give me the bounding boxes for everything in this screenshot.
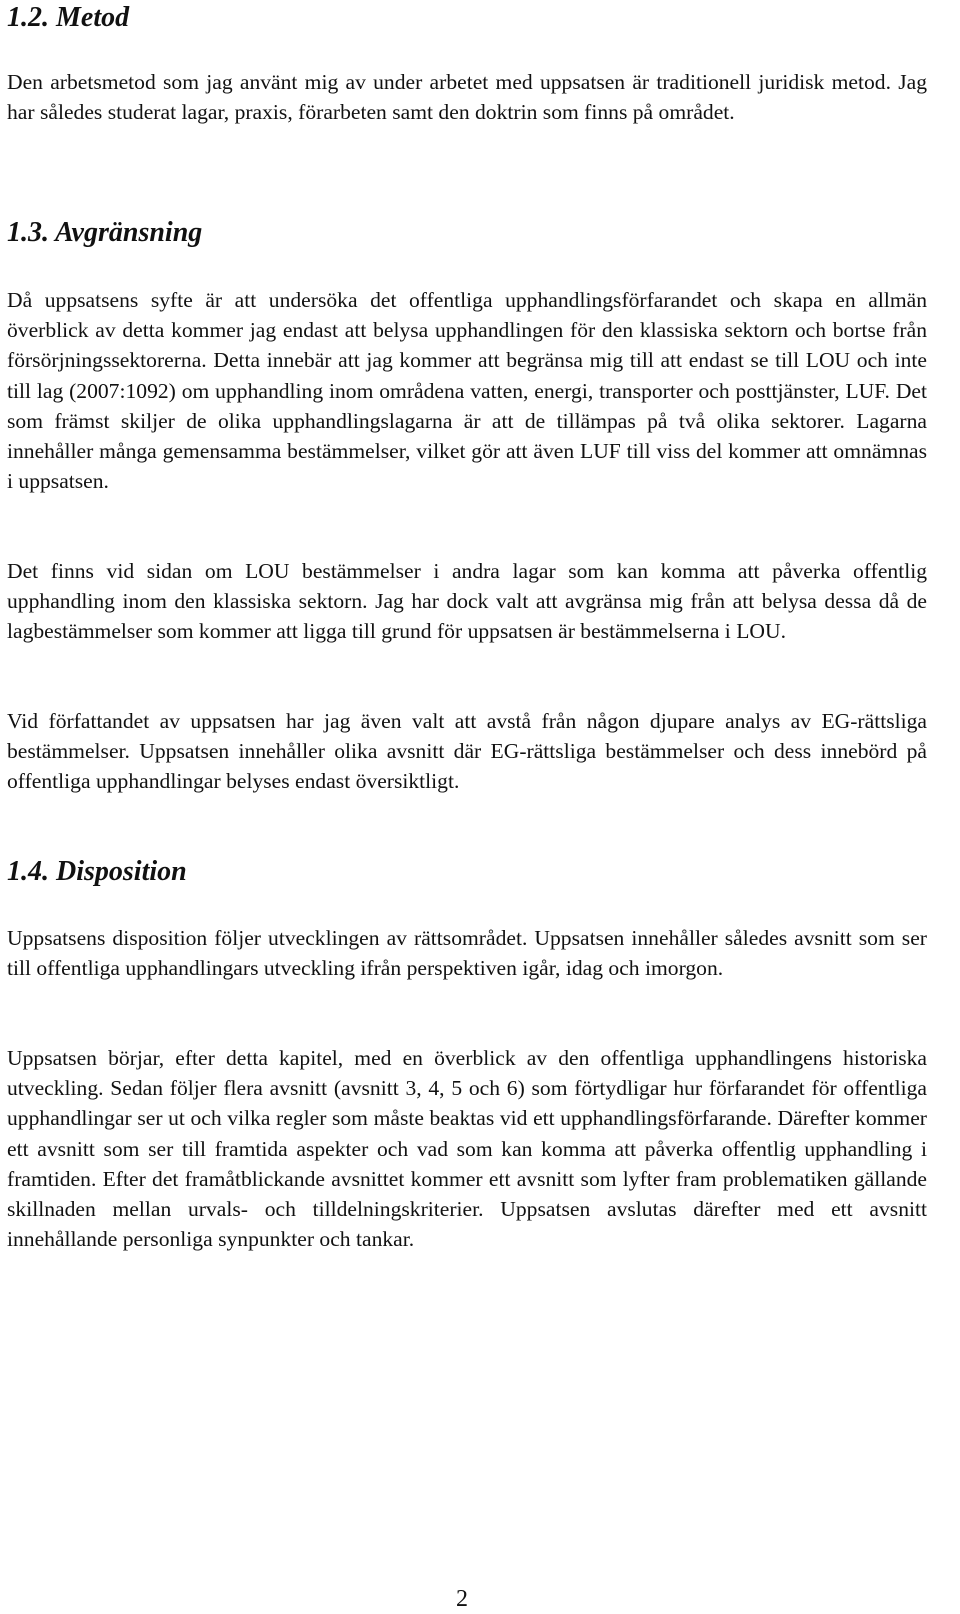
paragraph-disposition-1: Uppsatsens disposition följer utvecklingen av rättsområdet. Uppsatsen innehåller således avsnitt som ser till offentliga upphandlingars utveckling ifrån perspektiven igår, idag och imorgon. xyxy=(7,926,927,981)
section-heading-avgransning: 1.3. Avgränsning xyxy=(7,217,203,248)
paragraph-avgransning-3: Vid författandet av uppsatsen har jag även valt att avstå från någon djupare analys av EG-rättsliga bestämmelser. Uppsatsen innehåller olika avsnitt där EG-rättsliga bestämmelser och dess innebörd på offentliga upphandlingar belyses endast översiktligt. xyxy=(7,709,927,794)
section-heading-disposition: 1.4. Disposition xyxy=(7,856,187,887)
section-heading-metod: 1.2. Metod xyxy=(7,2,130,33)
paragraph-avgransning-2: Det finns vid sidan om LOU bestämmelser i andra lagar som kan komma att påverka offentlig upphandling inom den klassiska sektorn. Jag har dock valt att avgränsa mig från att belysa dessa då de lagbestämmelser som kommer att ligga till grund för uppsatsen är bestämmelserna i LOU. xyxy=(7,559,927,644)
paragraph-disposition-2: Uppsatsen börjar, efter detta kapitel, med en överblick av den offentliga upphandlingens historiska utveckling. Sedan följer flera avsnitt (avsnitt 3, 4, 5 och 6) som förtydligar hur förfarandet för offentliga upphandlingar ser ut och vilka regler som måste beaktas vid ett upphandlingsförfarande. Därefter kommer ett avsnitt som ser till framtida aspekter och vad som kan komma att påverka offentlig upphandling i framtiden. Efter det framåtblickande avsnittet kommer ett avsnitt som lyfter fram problematiken gällande skillnaden mellan urvals- och tilldelningskriterier. Uppsatsen avslutas därefter med ett avsnitt innehållande personliga synpunkter och tankar. xyxy=(7,1046,927,1252)
paragraph-avgransning-1: Då uppsatsens syfte är att undersöka det offentliga upphandlingsförfarandet och skapa en allmän överblick av detta kommer jag endast att belysa upphandlingen för den klassiska sektorn och bortse från försörjningssektorerna. Detta innebär att jag kommer att begränsa mig till att endast se till LOU och inte till lag (2007:1092) om upphandling inom områdena vatten, energi, transporter och posttjänster, LUF. Det som främst skiljer de olika upphandlingslagarna är att de tillämpas på två olika sektorer. Lagarna innehåller många gemensamma bestämmelser, vilket gör att även LUF till viss del kommer att omnämnas i uppsatsen. xyxy=(7,288,927,494)
paragraph-metod: Den arbetsmetod som jag använt mig av under arbetet med uppsatsen är traditionell juridisk metod. Jag har således studerat lagar, praxis, förarbeten samt den doktrin som finns på området. xyxy=(7,70,927,125)
page-number: 2 xyxy=(456,1586,468,1612)
